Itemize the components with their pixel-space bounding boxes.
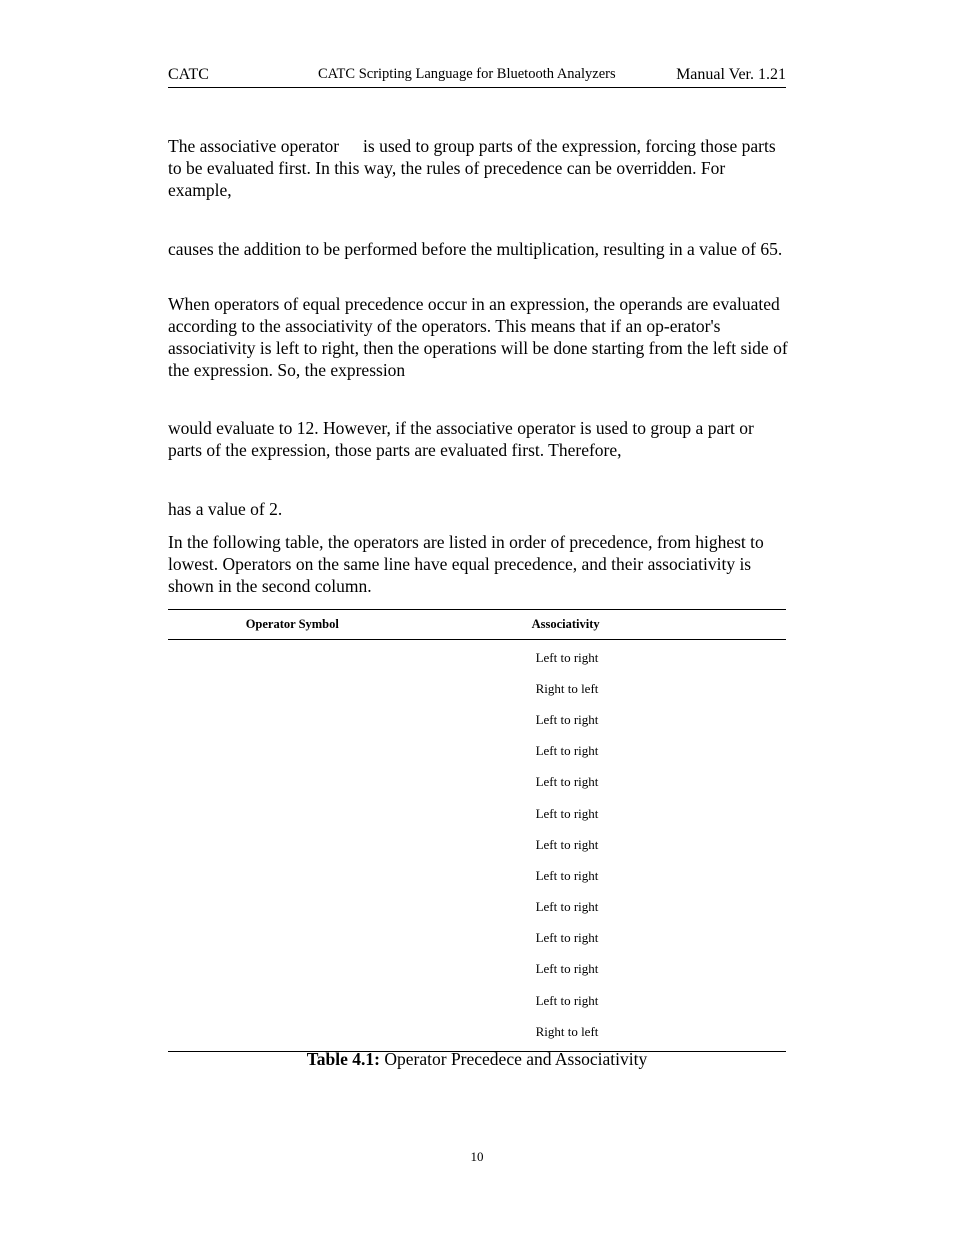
associativity-cell: Left to right: [535, 992, 599, 1008]
table-row: [168, 829, 786, 860]
table-row: [168, 892, 786, 923]
page-number: 10: [470, 1149, 484, 1164]
table-row: [168, 640, 786, 674]
table-caption: [168, 1049, 786, 1070]
table-row: [168, 704, 786, 735]
caption-label: Table 4.1:: [306, 1049, 380, 1069]
table-row: [168, 798, 786, 829]
header-version: Manual Ver. 1.21: [676, 66, 786, 83]
associativity-cell: Left to right: [535, 649, 599, 665]
operator-cell: [168, 704, 417, 735]
table-row: [168, 767, 786, 798]
paragraph-value-2: has a value of 2.: [168, 499, 283, 519]
paragraph-table-intro: In the following table, the operators are listed in order of precedence, from highest to lowest. Operators on the same line have equal precedence, and their associativity is shown in the second column.: [168, 532, 764, 596]
associativity-cell: Left to right: [535, 836, 599, 852]
associativity-cell: Right to left: [535, 1023, 599, 1039]
associativity-cell: Left to right: [535, 930, 599, 946]
operator-cell: [168, 923, 417, 954]
paragraph-addition-result: causes the addition to be performed before the multiplication, resulting in a value of 65.: [168, 239, 783, 259]
associativity-cell: Left to right: [535, 711, 599, 727]
column-header-operator-symbol: Operator Symbol: [168, 610, 417, 640]
table-row: [168, 736, 786, 767]
associativity-cell: Left to right: [535, 743, 599, 759]
associativity-cell: Left to right: [535, 961, 599, 977]
operator-cell: [168, 985, 417, 1016]
paragraph-equal-precedence: When operators of equal precedence occur in an expression, the operands are evaluated according to the associativity of the operators. This means that if an op-erator's associativity is left to right, then the operations will be done starting from the left side of the expression. So, the expression: [168, 294, 788, 380]
paragraph-evaluate-12: would evaluate to 12. However, if the associative operator is used to group a part or parts of the expression, those parts are evaluated first. Therefore,: [168, 418, 754, 460]
caption-text: Operator Precedece and Associativity: [384, 1049, 648, 1069]
paragraph-text: is used to group parts of the expression, forcing those parts to be evaluated first. In this way, the rules of precedence can be overridden. For example,: [168, 136, 776, 200]
paragraph-text: The associative operator: [168, 136, 340, 156]
associativity-cell: Left to right: [535, 867, 599, 883]
document-page: [168, 0, 786, 1235]
associativity-cell: Left to right: [535, 774, 599, 790]
operator-cell: [168, 736, 417, 767]
column-header-associativity: Associativity: [417, 610, 786, 640]
operator-cell: [168, 640, 417, 674]
operator-cell: [168, 767, 417, 798]
running-header: [168, 64, 786, 88]
associativity-cell: Left to right: [535, 805, 599, 821]
table-row: [168, 923, 786, 954]
associativity-cell: Right to left: [535, 680, 599, 696]
table-row: [168, 1016, 786, 1052]
table-row: [168, 673, 786, 704]
table-header-row: [168, 610, 786, 640]
table-row: [168, 954, 786, 985]
operator-cell: [168, 673, 417, 704]
table-row: [168, 860, 786, 891]
table-row: [168, 985, 786, 1016]
associativity-cell: Left to right: [535, 899, 599, 915]
paragraph-associative-operator: [168, 135, 788, 201]
operator-cell: [168, 954, 417, 985]
header-title: CATC Scripting Language for Bluetooth Analyzers: [318, 66, 616, 82]
operator-cell: [168, 892, 417, 923]
operator-precedence-table: [168, 609, 786, 1052]
operator-cell: [168, 798, 417, 829]
header-left-text: CATC: [168, 66, 209, 83]
operator-cell: [168, 1016, 417, 1052]
operator-cell: [168, 829, 417, 860]
operator-cell: [168, 860, 417, 891]
